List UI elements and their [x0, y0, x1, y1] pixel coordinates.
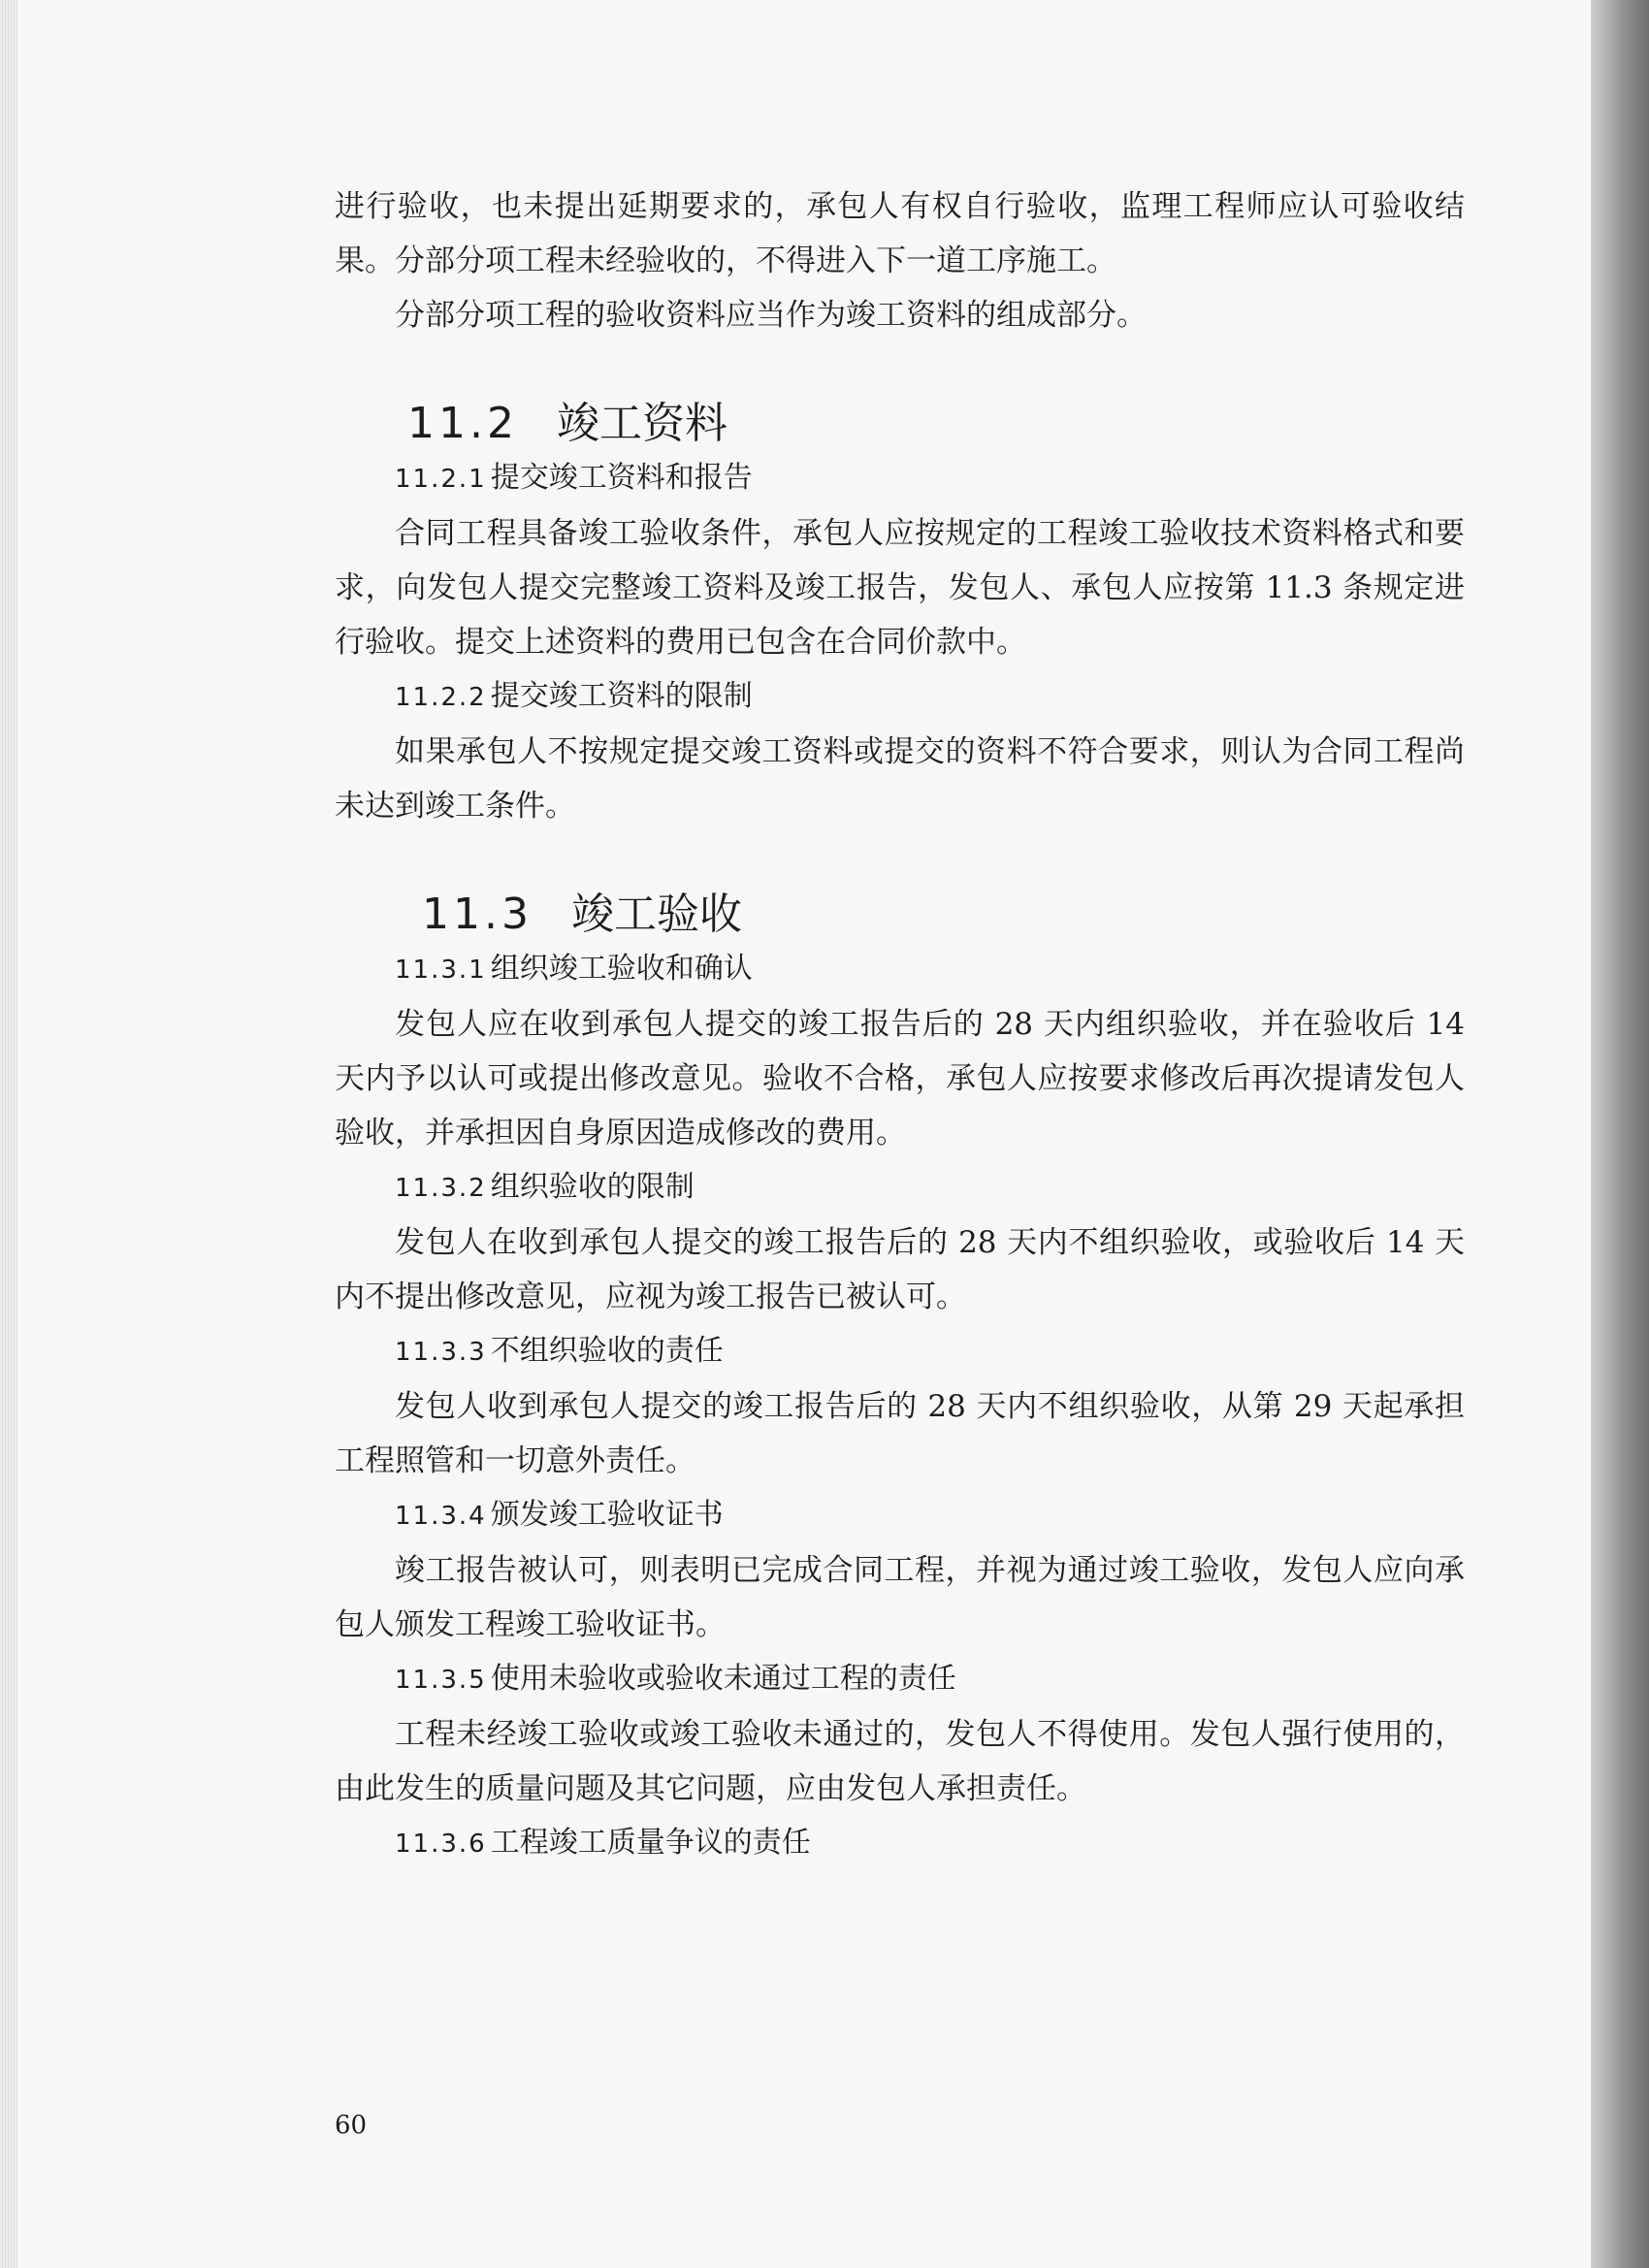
clause-body: 工程未经竣工验收或竣工验收未通过的，发包人不得使用。发包人强行使用的，由此发生的质量问题及其它问题，应由发包人承担责任。	[335, 1717, 1465, 1806]
page-number: 60	[335, 2111, 368, 2140]
clause-body: 发包人在收到承包人提交的竣工报告后的 28 天内不组织验收，或验收后 14 天内不提出修改意见，应视为竣工报告已被认可。	[335, 1225, 1465, 1314]
clause-title: 提交竣工资料的限制	[490, 679, 753, 713]
clause-title: 使用未验收或验收未通过工程的责任	[490, 1662, 956, 1696]
clause-heading	[335, 1652, 1465, 1707]
section-heading	[335, 397, 1465, 451]
clause-body: 合同工程具备竣工验收条件，承包人应按规定的工程竣工验收技术资料格式和要求，向发包人提交完整竣工资料及竣工报告，发包人、承包人应按第 11.3 条规定进行验收。提交上述资料的费用已包含在合同价款中。	[335, 516, 1465, 660]
clause-heading	[335, 451, 1465, 506]
clause-title: 工程竣工质量争议的责任	[490, 1826, 811, 1860]
body-paragraph: 分部分项工程的验收资料应当作为竣工资料的组成部分。	[395, 298, 1147, 333]
clause-body: 竣工报告被认可，则表明已完成合同工程，并视为通过竣工验收，发包人应向承包人颁发工程竣工验收证书。	[335, 1553, 1465, 1642]
scan-dark-edge	[1591, 0, 1649, 2268]
section-title: 竣工验收	[570, 890, 742, 939]
section-title: 竣工资料	[556, 399, 728, 448]
clause-number: 11.2.1	[395, 465, 487, 494]
clause-number: 11.3.3	[395, 1338, 487, 1367]
clause-body: 发包人应在收到承包人提交的竣工报告后的 28 天内组织验收，并在验收后 14 天内予以认可或提出修改意见。验收不合格，承包人应按要求修改后再次提请发包人验收，并承担因自身原因造成修改的费用。	[335, 1007, 1465, 1150]
clause-number: 11.3.6	[395, 1830, 487, 1859]
clause-heading	[335, 942, 1465, 997]
clause-number: 11.2.2	[395, 683, 487, 712]
clause-title: 提交竣工资料和报告	[490, 461, 753, 495]
clause-title: 组织竣工验收和确认	[490, 952, 753, 986]
clause-heading	[335, 1488, 1465, 1543]
clause-title: 颁发竣工验收证书	[490, 1498, 724, 1532]
page-stack-edge	[0, 0, 17, 2268]
clause-body: 如果承包人不按规定提交竣工资料或提交的资料不符合要求，则认为合同工程尚未达到竣工条件。	[335, 734, 1465, 824]
section-number: 11.2	[407, 399, 518, 448]
body-paragraph: 进行验收，也未提出延期要求的，承包人有权自行验收，监理工程师应认可验收结果。分部分项工程未经验收的，不得进入下一道工序施工。	[335, 189, 1465, 278]
clause-number: 11.3.1	[395, 956, 487, 985]
clause-body: 发包人收到承包人提交的竣工报告后的 28 天内不组织验收，从第 29 天起承担工程照管和一切意外责任。	[335, 1389, 1465, 1478]
clause-heading	[335, 1324, 1465, 1379]
clause-heading	[335, 1816, 1465, 1871]
clause-number: 11.3.5	[395, 1666, 487, 1695]
clause-title: 不组织验收的责任	[490, 1334, 724, 1368]
clause-number: 11.3.2	[395, 1174, 487, 1203]
section-heading	[335, 888, 1465, 942]
section-number: 11.3	[422, 890, 533, 939]
clause-heading	[335, 1160, 1465, 1215]
clause-heading	[335, 669, 1465, 725]
clause-number: 11.3.4	[395, 1502, 487, 1531]
clause-title: 组织验收的限制	[490, 1170, 695, 1204]
page-content	[335, 179, 1465, 1871]
